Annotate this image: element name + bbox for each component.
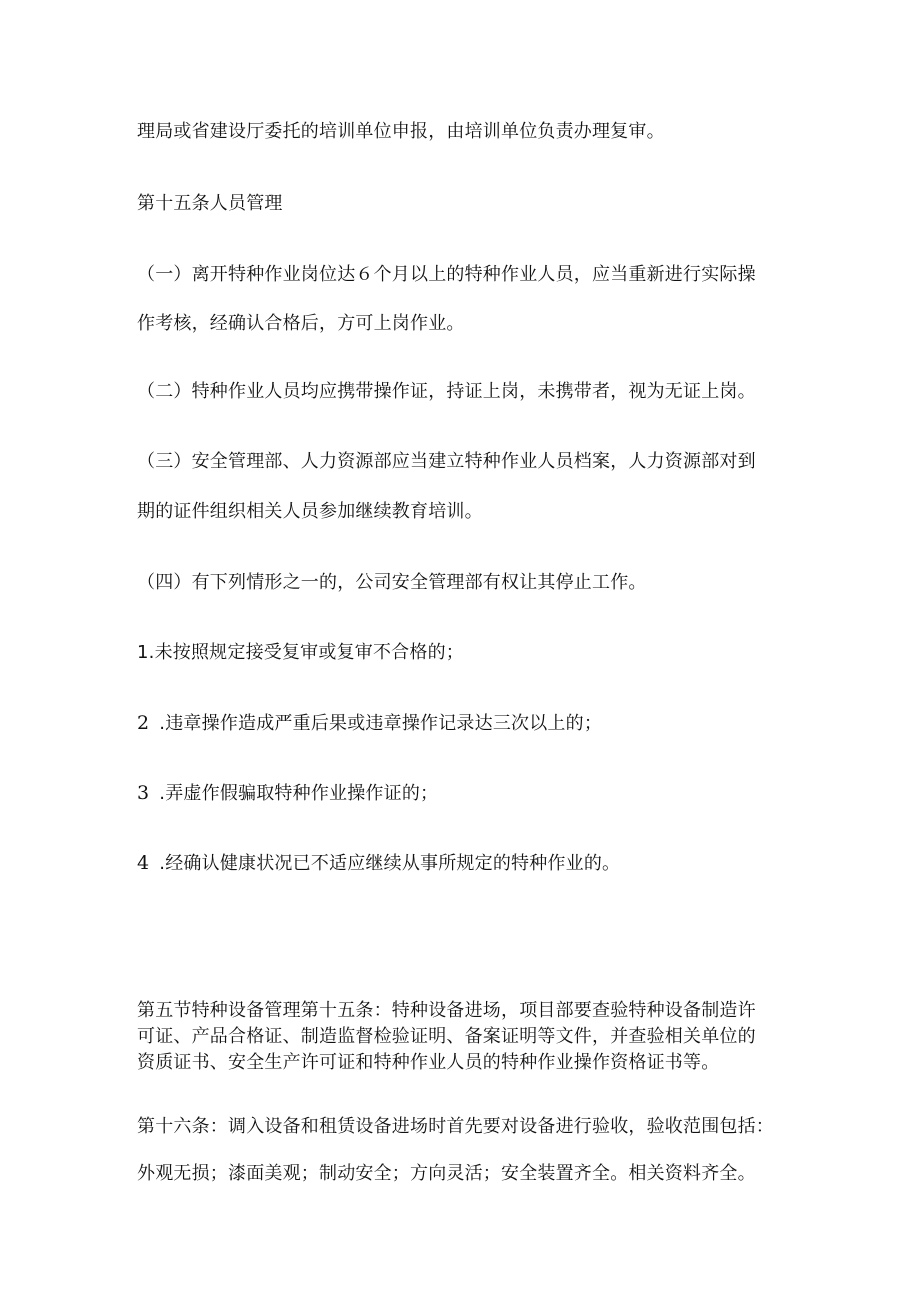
- list-item-4: [137, 851, 620, 876]
- article-15-heading: 第十五条人员管理: [137, 193, 283, 214]
- article-16-line-2: 外观无损；漆面美观；制动安全；方向灵活；安全装置齐全。相关资料齐全。: [137, 1163, 756, 1184]
- list-item-3-number: 3: [137, 782, 150, 804]
- clause-3-line-2: 期的证件组织相关人员参加继续教育培训。: [137, 501, 483, 522]
- section-5-line-1: 第五节特种设备管理第十五条：特种设备进场，项目部要查验特种设备制造许: [137, 1000, 756, 1021]
- list-item-3-text: .弄虚作假骗取特种作业操作证的；: [159, 783, 439, 804]
- list-item-2-text: .违章操作造成严重后果或违章操作记录达三次以上的；: [159, 713, 603, 734]
- list-item-1: 1.未按照规定接受复审或复审不合格的；: [137, 642, 464, 663]
- section-5-line-3: 资质证书、安全生产许可证和特种作业人员的特种作业操作资格证书等。: [137, 1052, 720, 1073]
- clause-1-line-1: （一）离开特种作业岗位达６个月以上的特种作业人员，应当重新进行实际操: [137, 264, 756, 285]
- paragraph-training-review: 理局或省建设厅委托的培训单位申报，由培训单位负责办理复审。: [137, 121, 665, 142]
- list-item-4-text: .经确认健康状况已不适应继续从事所规定的特种作业的。: [159, 853, 621, 874]
- article-16-line-1: 第十六条：调入设备和租赁设备进场时首先要对设备进行验收，验收范围包括：: [137, 1116, 774, 1137]
- clause-1-line-2: 作考核，经确认合格后，方可上岗作业。: [137, 313, 465, 334]
- section-5-paragraph: [137, 998, 797, 1076]
- clause-3-line-1: （三）安全管理部、人力资源部应当建立特种作业人员档案，人力资源部对到: [137, 451, 756, 472]
- list-item-2: [137, 711, 602, 736]
- list-item-2-number: 2: [137, 712, 150, 734]
- list-item-4-number: 4: [137, 852, 150, 874]
- clause-4: （四）有下列情形之一的，公司安全管理部有权让其停止工作。: [137, 572, 647, 593]
- list-item-3: [137, 781, 438, 806]
- section-5-line-2: 可证、产品合格证、制造监督检验证明、备案证明等文件，并查验相关单位的: [137, 1026, 756, 1047]
- clause-2: （二）特种作业人员均应携带操作证，持证上岗，未携带者，视为无证上岗。: [137, 381, 756, 402]
